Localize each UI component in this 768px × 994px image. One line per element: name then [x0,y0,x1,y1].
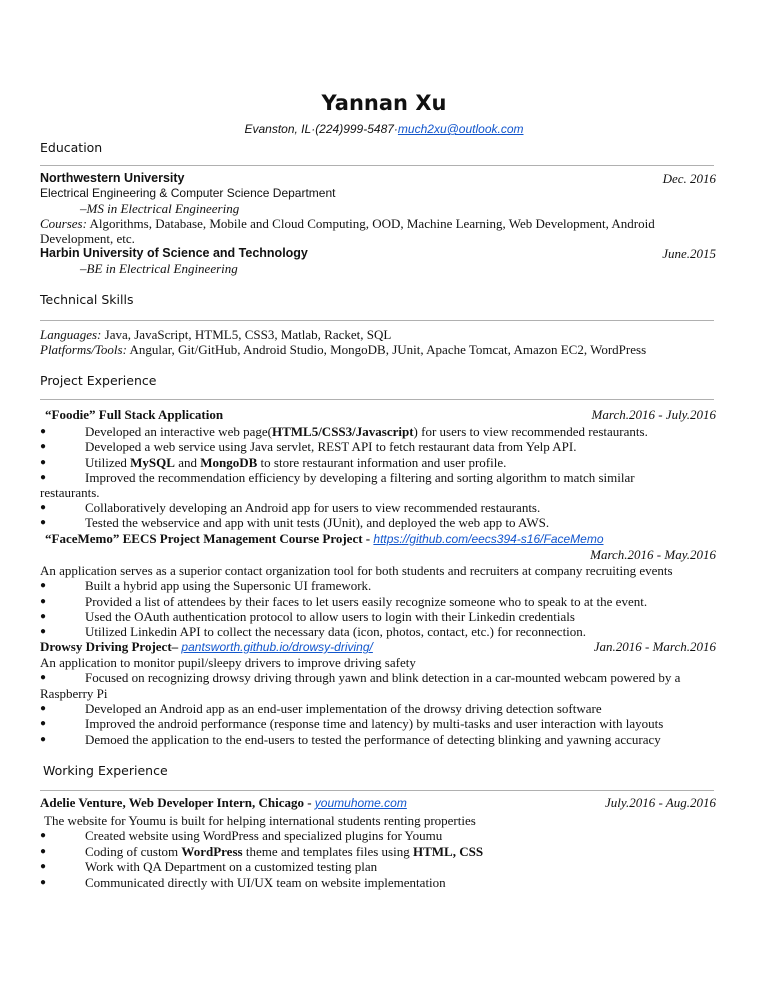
text: and [174,455,201,470]
bullet-text-cont: Raspberry Pi [40,686,108,701]
text: Drowsy Driving Project– [40,639,182,654]
bullet-icon: ● [40,877,47,888]
bullet-text [85,844,483,859]
text: HTML, CSS [412,844,484,859]
bullet-text: Improved the android performance (response time and latency) by multi-tasks and user interaction with layouts [85,716,664,731]
divider [40,165,714,166]
education-heading: Education [40,140,103,155]
platforms-label: Platforms/Tools: [40,342,127,357]
bullet-icon: ● [40,596,47,607]
text: Developed an interactive web page( [85,424,272,439]
date: July.2016 - Aug.2016 [605,795,716,810]
school-name: Harbin University of Science and Technology [40,246,308,260]
languages-label: Languages: [40,327,102,342]
date: June.2015 [662,246,716,261]
bullet-icon: ● [40,830,47,841]
work-heading: Working Experience [43,763,168,778]
bullet-icon: ● [40,426,47,437]
date: March.2016 - July.2016 [591,407,716,422]
languages-text: Java, JavaScript, HTML5, CSS3, Matlab, Racket, SQL [101,327,392,342]
bullet-text: Built a hybrid app using the Supersonic UI framework. [85,578,372,593]
bullet-icon: ● [40,626,47,637]
degree: –MS in Electrical Engineering [80,201,240,216]
text: Adelie Venture, Web Developer Intern, Chicago - [40,795,315,810]
bullet-icon: ● [40,517,47,528]
text: to store restaurant information and user profile. [257,455,507,470]
bullet-text [85,455,506,470]
text: WordPress [181,844,243,859]
skills-heading: Technical Skills [40,292,134,307]
company-link[interactable]: youmuhome.com [314,796,407,810]
project-title: “Foodie” Full Stack Application [45,407,224,422]
project-link[interactable]: pantsworth.github.io/drowsy-driving/ [181,640,373,654]
bullet-text: Utilized Linkedin API to collect the necessary data (icon, photos, contact, etc.) for reconnection. [85,624,587,639]
bullet-text: Collaboratively developing an Android app for users to view recommended restaurants. [85,500,541,515]
courses-cont: Development, etc. [40,231,135,246]
bullet-text [85,424,648,439]
bullet-text: Used the OAuth authentication protocol to allow users to login with their Linkedin credentials [85,609,575,624]
text: theme and templates files using [242,844,413,859]
bullet-text: Provided a list of attendees by their faces to let users easily recognize someone who to speak to at the event. [85,594,648,609]
text: MongoDB [200,455,258,470]
contact-text: Evanston, IL·(224)999-5487· [244,122,398,136]
courses [40,216,655,231]
platforms-text: Angular, Git/GitHub, Android Studio, MongoDB, JUnit, Apache Tomcat, Amazon EC2, WordPress [126,342,647,357]
project-desc: An application to monitor pupil/sleepy drivers to improve driving safety [40,655,416,670]
name-title: Yannan Xu [321,91,447,115]
degree: –BE in Electrical Engineering [80,261,238,276]
bullet-icon: ● [40,703,47,714]
text: Coding of custom [85,844,182,859]
bullet-text: Work with QA Department on a customized testing plan [85,859,378,874]
languages [40,327,391,342]
bullet-text: Demoed the application to the end-users to tested the performance of detecting blinking and yawning accuracy [85,732,661,747]
school-name: Northwestern University [40,171,185,185]
job-title [40,795,407,811]
text: HTML5/CSS3/Javascript [271,424,414,439]
bullet-icon: ● [40,846,47,857]
platforms [40,342,646,357]
bullet-icon: ● [40,472,47,483]
bullet-icon: ● [40,502,47,513]
date: Dec. 2016 [662,171,716,186]
text: MySQL [130,455,175,470]
bullet-text: Improved the recommendation efficiency by developing a filtering and sorting algorithm to match similar [85,470,635,485]
email-link[interactable]: much2xu@outlook.com [397,122,524,136]
bullet-icon: ● [40,672,47,683]
divider [40,790,714,791]
project-link[interactable]: https://github.com/eecs394-s16/FaceMemo [373,532,604,546]
bullet-text: Tested the webservice and app with unit tests (JUnit), and deployed the web app to AWS. [85,515,550,530]
bullet-icon: ● [40,718,47,729]
department: Electrical Engineering & Computer Science Department [40,186,336,200]
bullet-text: Created website using WordPress and specialized plugins for Youmu [85,828,443,843]
text: “FaceMemo” EECS Project Management Course Project - [45,531,374,546]
projects-heading: Project Experience [40,373,157,388]
divider [40,320,714,321]
project-title [45,531,604,547]
bullet-text: Focused on recognizing drowsy driving through yawn and blink detection in a car-mounted webcam powered by a [85,670,681,685]
bullet-icon: ● [40,441,47,452]
text: Utilized [85,455,131,470]
job-desc: The website for Youmu is built for helping international students renting properties [44,813,476,828]
date: Jan.2016 - March.2016 [593,639,716,654]
project-desc: An application serves as a superior contact organization tool for both students and recruiters at company recruiting events [40,563,673,578]
courses-label: Courses: [40,216,87,231]
bullet-text-cont: restaurants. [40,485,100,500]
bullet-icon: ● [40,580,47,591]
bullet-text: Developed a web service using Java servlet, REST API to fetch restaurant data from Yelp API. [85,439,577,454]
date: March.2016 - May.2016 [590,547,716,562]
bullet-text: Developed an Android app as an end-user implementation of the drowsy driving detection software [85,701,602,716]
bullet-icon: ● [40,861,47,872]
courses-text: Algorithms, Database, Mobile and Cloud Computing, OOD, Machine Learning, Web Development, Android [86,216,655,231]
bullet-icon: ● [40,457,47,468]
divider [40,399,714,400]
text: ) for users to view recommended restaurants. [413,424,648,439]
bullet-text: Communicated directly with UI/UX team on website implementation [85,875,446,890]
project-title [40,639,373,655]
bullet-icon: ● [40,734,47,745]
bullet-icon: ● [40,611,47,622]
contact-line [0,122,768,136]
